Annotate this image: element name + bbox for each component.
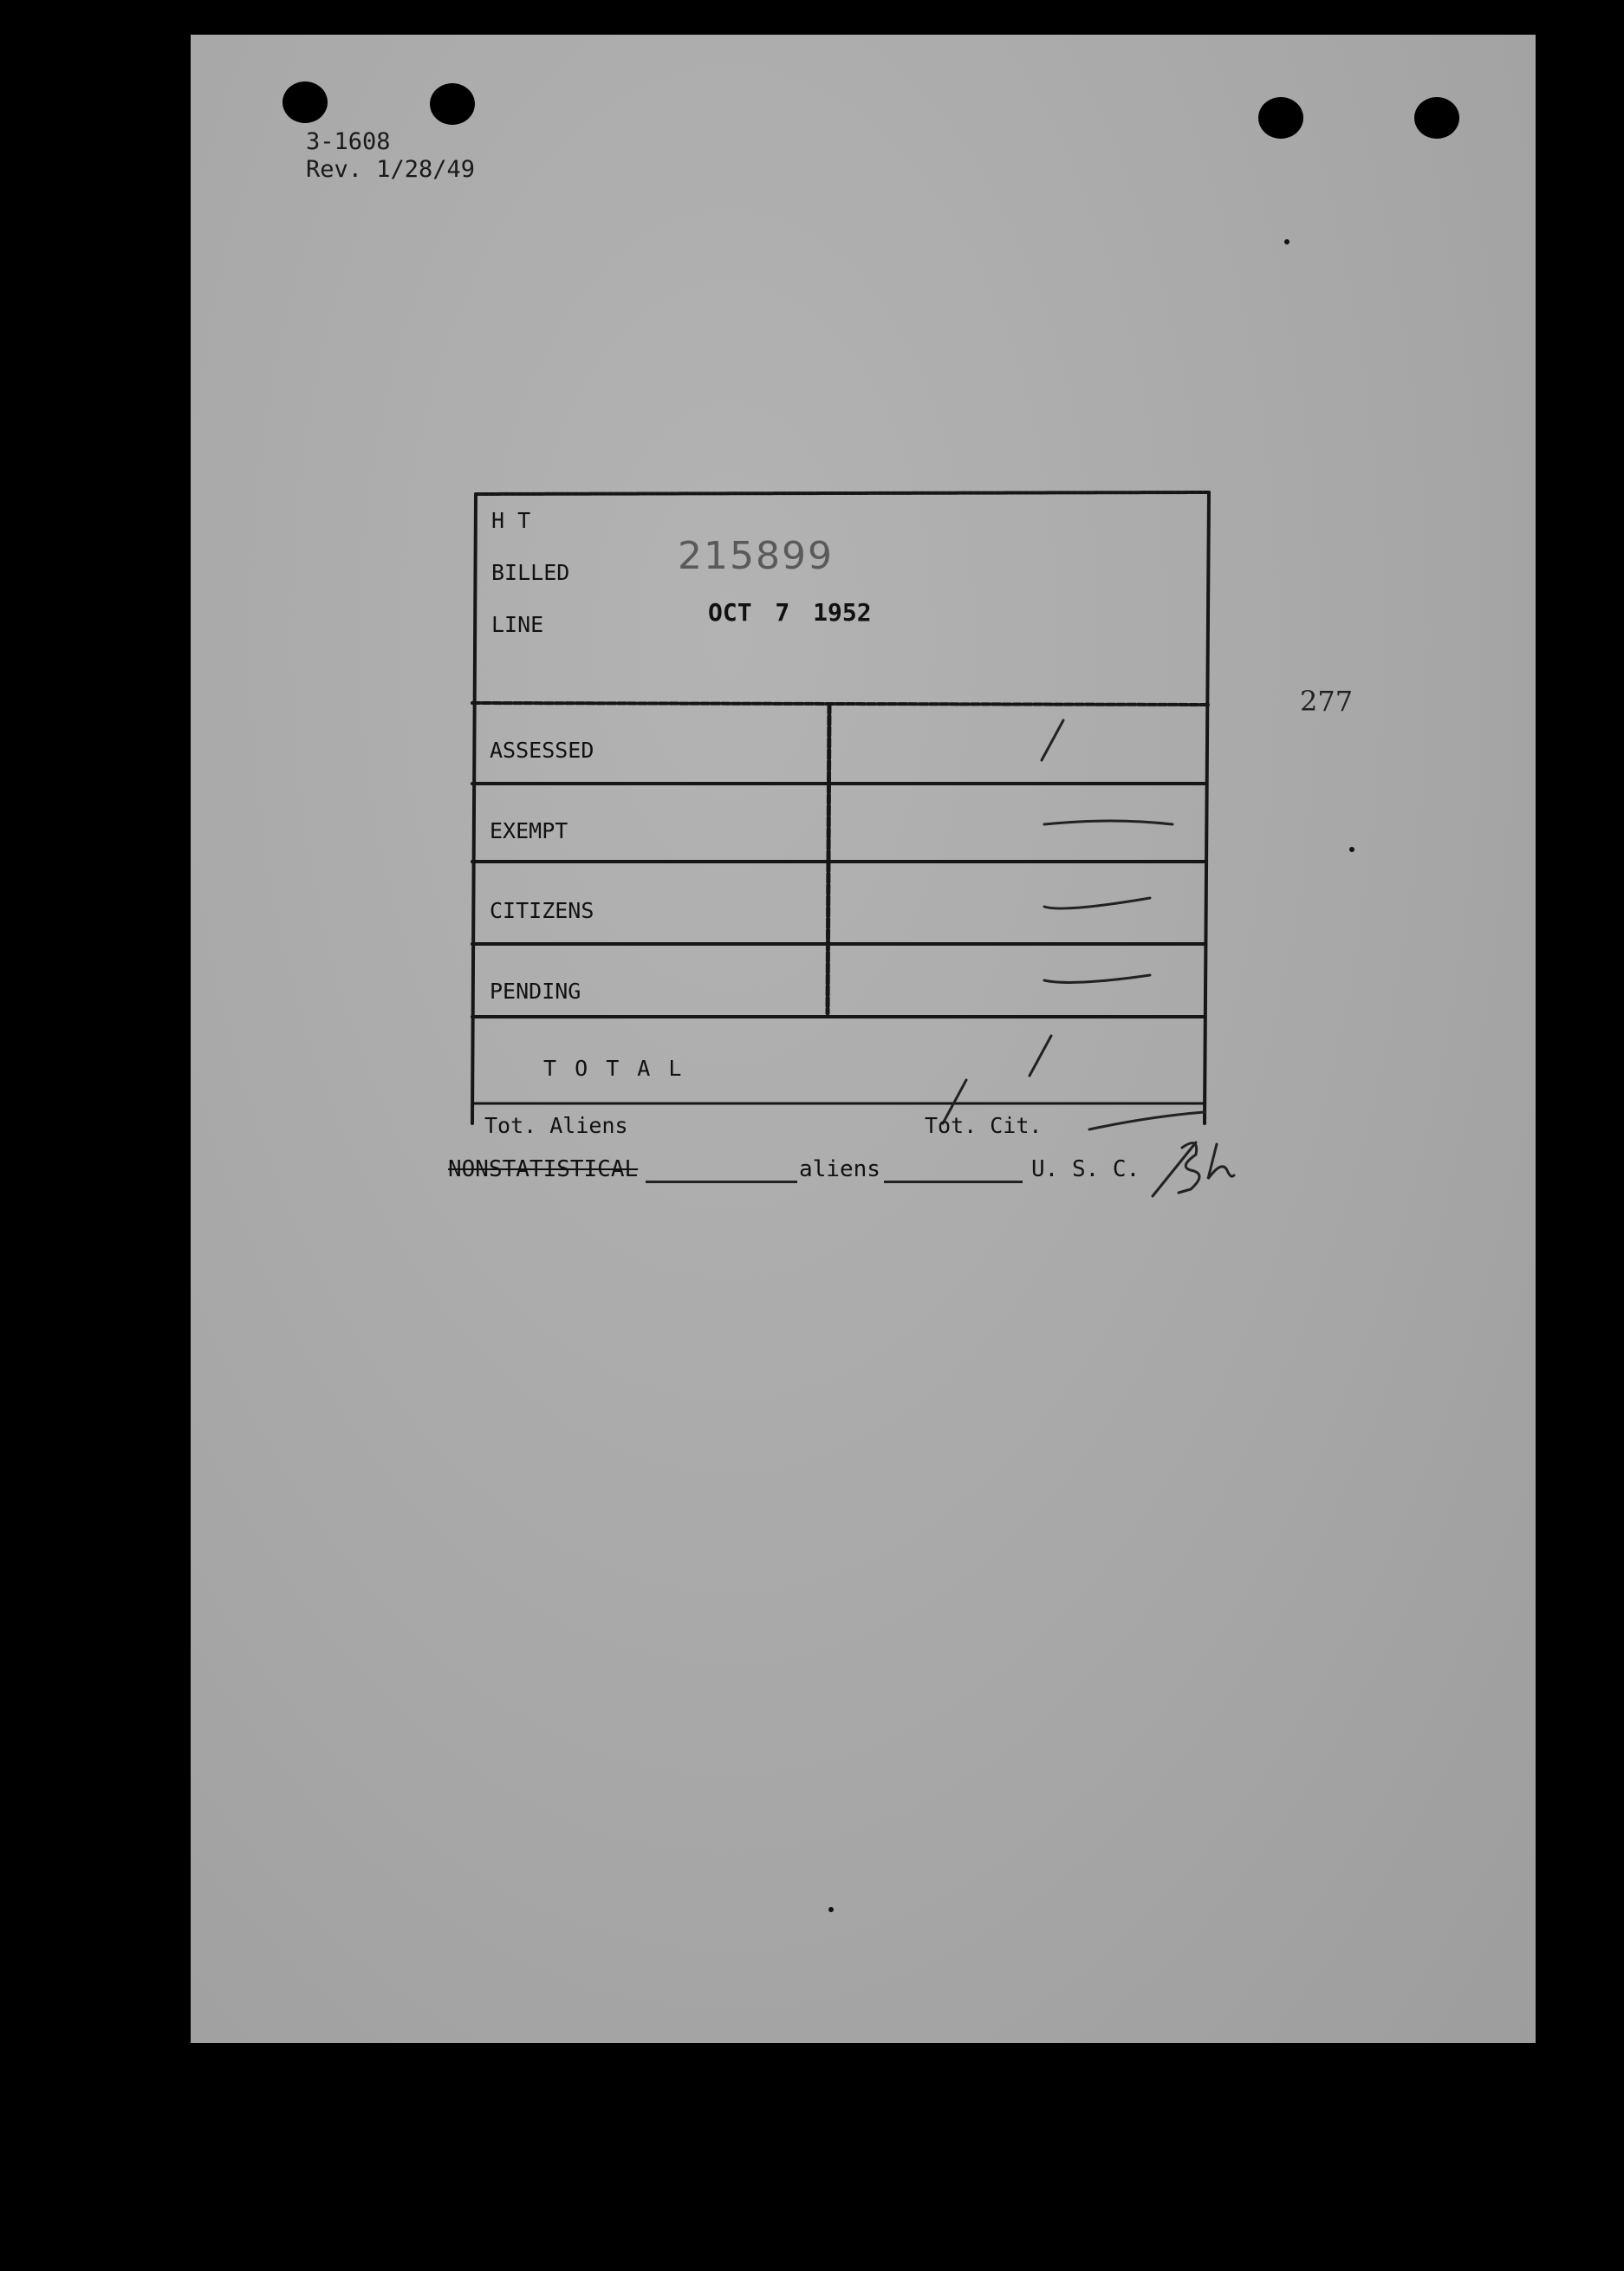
label-tot-aliens: Tot. Aliens bbox=[484, 1113, 628, 1138]
mark-pending bbox=[1044, 975, 1150, 982]
punch-hole bbox=[283, 81, 328, 123]
label-pending: PENDING bbox=[490, 979, 581, 1004]
label-line: LINE bbox=[491, 612, 544, 637]
stamp-serial-number: 215899 bbox=[678, 534, 834, 578]
label-aliens: aliens bbox=[799, 1156, 880, 1182]
side-page-number: 277 bbox=[1300, 685, 1354, 718]
label-ht: H T bbox=[491, 508, 531, 533]
punch-hole bbox=[1258, 97, 1303, 139]
ink-speck bbox=[1349, 847, 1354, 852]
document-page bbox=[191, 35, 1536, 2043]
blank-aliens bbox=[884, 1181, 1023, 1183]
ink-speck bbox=[828, 1907, 834, 1912]
initials-signature bbox=[1144, 1109, 1274, 1205]
punch-hole bbox=[1414, 97, 1459, 139]
mark-assessed bbox=[1042, 720, 1063, 760]
label-assessed: ASSESSED bbox=[490, 738, 594, 763]
form-number: 3-1608 bbox=[306, 128, 391, 155]
mark-total bbox=[1030, 1036, 1051, 1076]
label-exempt: EXEMPT bbox=[490, 818, 568, 843]
label-billed: BILLED bbox=[491, 560, 570, 585]
form-revision: Rev. 1/28/49 bbox=[306, 156, 476, 183]
blank-nonstatistical bbox=[646, 1181, 797, 1183]
label-total: T O T A L bbox=[543, 1056, 685, 1081]
billing-stamp-box bbox=[465, 458, 1216, 1151]
punch-hole bbox=[430, 83, 475, 125]
label-usc: U. S. C. bbox=[1031, 1156, 1140, 1182]
label-tot-cit: Tot. Cit. bbox=[925, 1113, 1043, 1138]
stamp-date: OCT 7 1952 bbox=[708, 598, 872, 627]
mark-citizens bbox=[1044, 898, 1150, 908]
label-nonstatistical: NONSTATISTICAL bbox=[448, 1156, 639, 1182]
ink-speck bbox=[1284, 239, 1289, 244]
mark-exempt bbox=[1044, 821, 1173, 824]
stamp-box-lines bbox=[465, 458, 1216, 1151]
label-citizens: CITIZENS bbox=[490, 898, 594, 923]
